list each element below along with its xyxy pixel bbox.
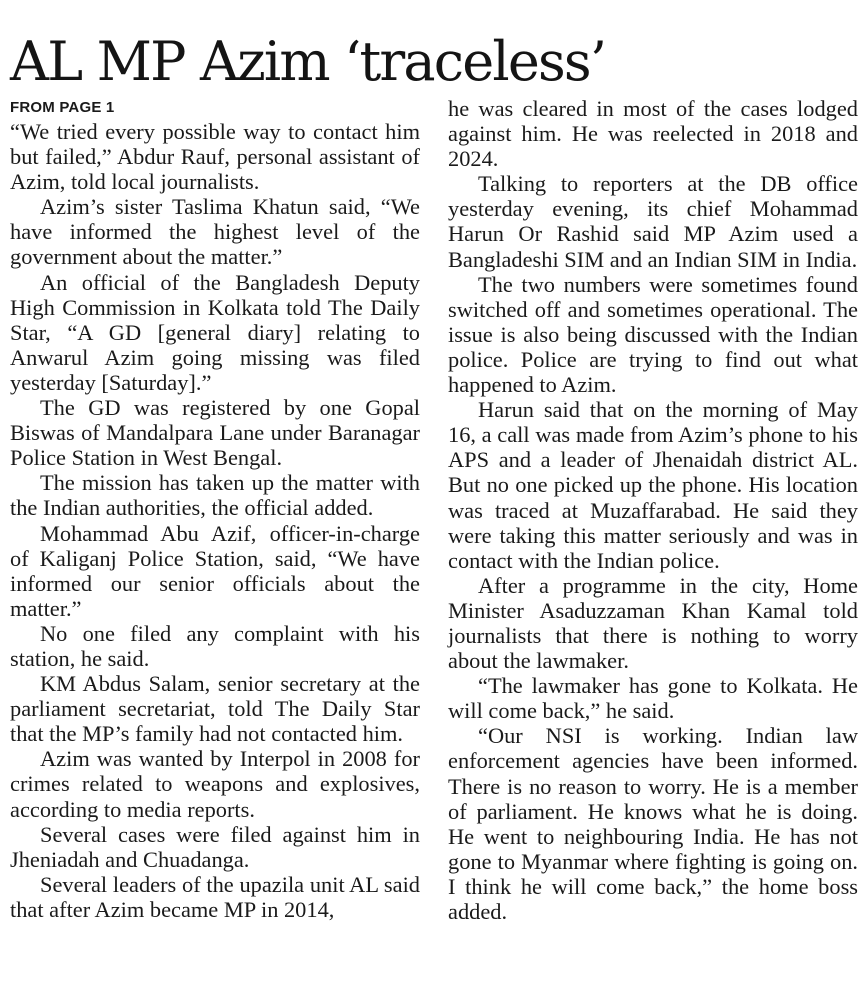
- article-column-left: [10, 96, 420, 922]
- paragraph: The two numbers were sometimes found switched off and sometimes operational. The issue is also being discussed with the Indian police. Police are trying to find out what happened to Azim.: [448, 271, 858, 398]
- paragraph: Azim’s sister Taslima Khatun said, “We have informed the highest level of the government about the matter.”: [10, 194, 420, 270]
- paragraph: After a programme in the city, Home Minister Asaduzzaman Khan Kamal told journalists that there is nothing to worry about the lawmaker.: [448, 572, 858, 674]
- paragraph: Mohammad Abu Azif, officer-in-charge of Kaliganj Police Station, said, “We have informed our senior officials about the matter.”: [10, 520, 420, 621]
- paragraph: No one filed any complaint with his station, he said.: [10, 620, 420, 671]
- paragraph: Talking to reporters at the DB office yesterday evening, its chief Mohammad Harun Or Rashid said MP Azim used a Bangladeshi SIM and an Indian SIM in India.: [448, 171, 858, 272]
- article-column-right: [448, 96, 858, 924]
- paragraph: Several leaders of the upazila unit AL said that after Azim became MP in 2014,: [10, 871, 420, 922]
- article-headline: AL MP Azim ‘traceless’: [10, 30, 606, 93]
- paragraph: KM Abdus Salam, senior secretary at the parliament secretariat, told The Daily Star that the MP’s family had not contacted him.: [10, 671, 420, 747]
- paragraph: An official of the Bangladesh Deputy High Commission in Kolkata told The Daily Star, “A GD [general diary] relating to Anwarul Azim going missing was filed yesterday [Saturday].”: [10, 269, 420, 395]
- paragraph: “We tried every possible way to contact him but failed,” Abdur Rauf, personal assistant of Azim, told local journalists.: [10, 119, 420, 195]
- paragraph: The mission has taken up the matter with the Indian authorities, the official added.: [10, 470, 420, 521]
- paragraph: Several cases were filed against him in Jheniadah and Chuadanga.: [10, 821, 420, 872]
- paragraph: The GD was registered by one Gopal Biswas of Mandalpara Lane under Baranagar Police Station in West Bengal.: [10, 395, 420, 471]
- continued-from-label: FROM PAGE 1: [10, 99, 115, 116]
- paragraph: he was cleared in most of the cases lodged against him. He was reelected in 2018 and 2024.: [448, 96, 858, 172]
- paragraph: “Our NSI is working. Indian law enforcement agencies have been informed. There is no reason to worry. He is a member of parliament. He knows what he is doing. He went to neighbouring India. He has not gone to Myanmar where fighting is going on. I think he will come back,” the home boss added.: [448, 723, 858, 924]
- paragraph: Harun said that on the morning of May 16, a call was made from Azim’s phone to his APS and a leader of Jhenaidah district AL. But no one picked up the phone. His location was traced at Muzaffarabad. He said they were taking this matter seriously and was in contact with the Indian police.: [448, 397, 858, 573]
- paragraph: “The lawmaker has gone to Kolkata. He will come back,” he said.: [448, 673, 858, 724]
- paragraph: Azim was wanted by Interpol in 2008 for crimes related to weapons and explosives, according to media reports.: [10, 746, 420, 822]
